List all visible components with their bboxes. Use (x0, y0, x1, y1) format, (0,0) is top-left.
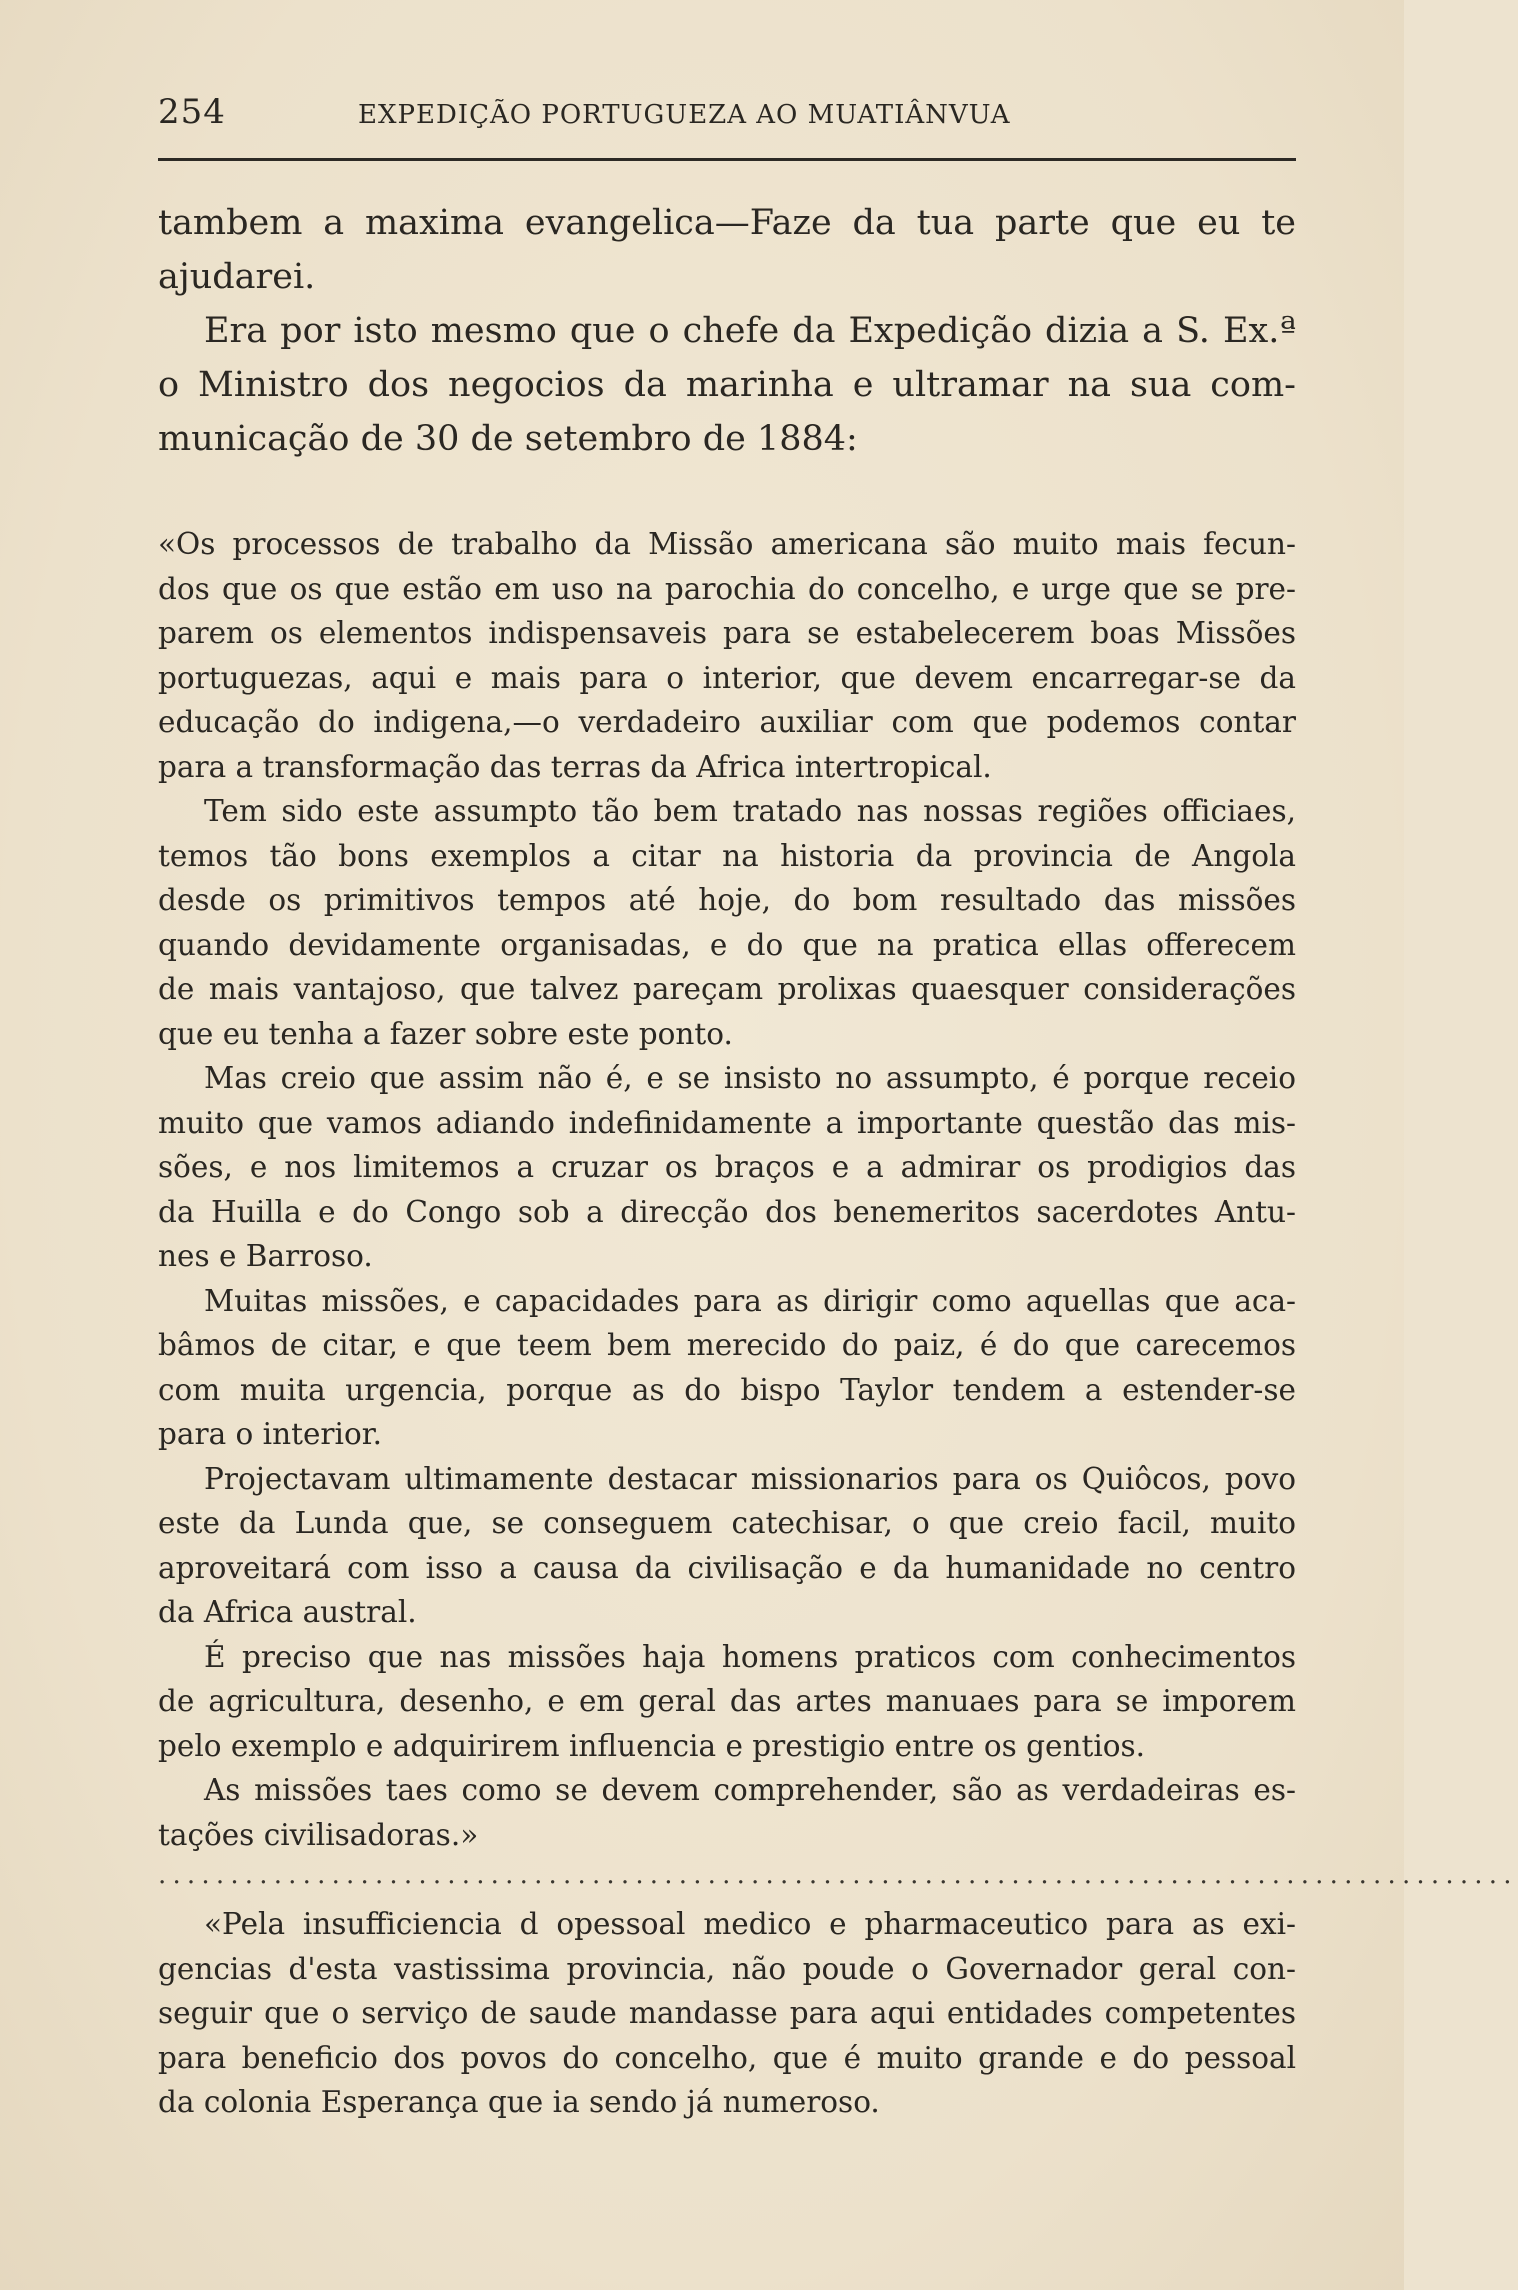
text-line: É preciso que nas missões haja homens praticos com conhecimentos (204, 1639, 1296, 1674)
header-rule (158, 158, 1296, 161)
text-line: Tem sido este assumpto tão bem tratado nas nossas regiões officiaes, (204, 794, 1296, 828)
text-line: As missões taes como se devem comprehender, são as verdadeiras es- (204, 1773, 1296, 1807)
text-line: muito que vamos adiando indefinidamente a importante questão das mis- (158, 1105, 1296, 1140)
text-line: dos que os que estão em uso na parochia do concelho, e urge que se pre- (158, 571, 1296, 606)
text-line: temos tão bons exemplos a citar na historia da provincia de Angola (158, 838, 1296, 873)
text-line: bâmos de citar, e que teem bem merecido do paiz, é do que carecemos (158, 1328, 1296, 1362)
text-line: «Pela insufficiencia d opessoal medico e pharmaceutico para as exi- (204, 1907, 1296, 1941)
text-line: quando devidamente organisadas, e do que na pratica ellas offerecem (158, 927, 1296, 962)
text-line: nes e Barroso. (158, 1239, 373, 1273)
text-line: tambem a maxima evangelica—Faze da tua parte que eu te (158, 203, 1296, 243)
text-line: parem os elementos indispensaveis para se estabelecerem boas Missões (158, 616, 1296, 650)
text-line: seguir que o serviço de saude mandasse para aqui entidades competentes (158, 1996, 1296, 2030)
text-line: portuguezas, aqui e mais para o interior, que devem encarregar-se da (158, 660, 1296, 695)
ellipsis-rule: .............................................................................................. (158, 1860, 1518, 1890)
text-line: municação de 30 de setembro de 1884: (158, 419, 858, 459)
page-header (158, 92, 1298, 142)
text-line: ajudarei. (158, 257, 316, 297)
page-number: 254 (158, 92, 226, 132)
text-line: para a transformação das terras da Africa intertropical. (158, 749, 992, 784)
text-line: aproveitará com isso a causa da civilisação e da humanidade no centro (158, 1550, 1296, 1585)
text-line: com muita urgencia, porque as do bispo Taylor tendem a estender-se (158, 1372, 1296, 1407)
text-line: da colonia Esperança que ia sendo já numeroso. (158, 2085, 880, 2119)
text-line: desde os primitivos tempos até hoje, do bom resultado das missões (158, 883, 1296, 917)
text-line: pelo exemplo e adquirirem influencia e prestigio entre os gentios. (158, 1728, 1146, 1763)
text-line: educação do indigena,—o verdadeiro auxiliar com que podemos contar (158, 705, 1296, 739)
text-line: Mas creio que assim não é, e se insisto no assumpto, é porque receio (204, 1061, 1296, 1095)
text-line: sões, e nos limitemos a cruzar os braços e a admirar os prodigios das (158, 1150, 1296, 1184)
text-line: de agricultura, desenho, e em geral das artes manuaes para se imporem (158, 1684, 1296, 1718)
quoted-report (158, 1902, 1296, 2125)
text-line: que eu tenha a fazer sobre este ponto. (158, 1016, 733, 1051)
running-title: EXPEDIÇÃO PORTUGUEZA AO MUATIÂNVUA (358, 100, 1011, 130)
text-line: Era por isto mesmo que o chefe da Expedição dizia a S. Ex.ª (204, 311, 1296, 351)
text-line: o Ministro dos negocios da marinha e ultramar na sua com- (158, 365, 1296, 405)
text-line: gencias d'esta vastissima provincia, não poude o Governador geral con- (158, 1951, 1296, 1986)
quoted-communication (158, 522, 1296, 1857)
text-line: Projectavam ultimamente destacar missionarios para os Quiôcos, povo (204, 1461, 1296, 1496)
text-line: de mais vantajoso, que talvez pareçam prolixas quaesquer considerações (158, 972, 1296, 1006)
text-line: para beneficio dos povos do concelho, que é muito grande e do pessoal (158, 2040, 1296, 2075)
text-line: «Os processos de trabalho da Missão americana são muito mais fecun- (158, 527, 1296, 561)
text-line: este da Lunda que, se conseguem catechisar, o que creio facil, muito (158, 1506, 1296, 1540)
text-line: da Huilla e do Congo sob a direcção dos benemeritos sacerdotes Antu- (158, 1194, 1296, 1229)
text-line: para o interior. (158, 1417, 382, 1451)
text-line: tações civilisadoras.» (158, 1817, 479, 1852)
text-line: da Africa austral. (158, 1595, 417, 1629)
lead-paragraph (158, 196, 1296, 466)
text-line: Muitas missões, e capacidades para as dirigir como aquellas que aca- (204, 1283, 1296, 1318)
